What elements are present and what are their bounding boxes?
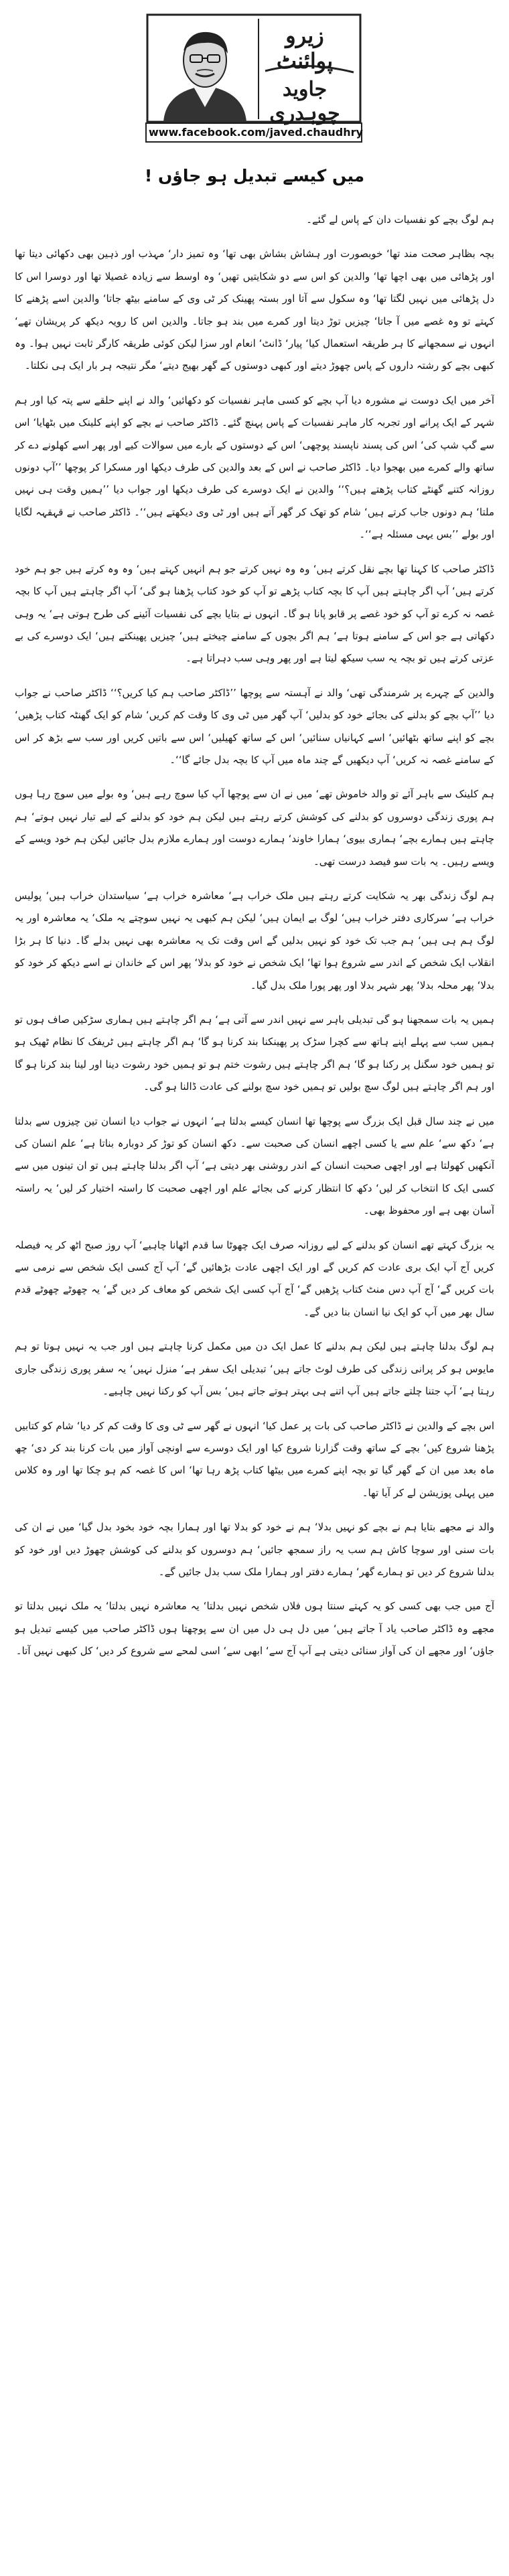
article-text (15, 209, 494, 1663)
article-paragraph: والدین کے چہرے پر شرمندگی تھی‘ والد نے آہستہ سے پوچھا ’’ڈاکٹر صاحب ہم کیا کریں؟‘‘ ڈاکٹر صاحب نے جواب دیا ’’آپ بچے کو بدلنے کی بجائے خود کو بدلیں‘ آپ گھر میں ٹی وی کا وقت کم کریں‘ شام کو ایک گھنٹہ کتاب پڑھیں‘ بچے کو اپنے ساتھ بٹھائیں‘ اسے کہانیاں سنائیں‘ اس کے ساتھ کھیلیں‘ اس سے باتیں کریں اور سب سے بڑھ کر اس کے سامنے غصہ نہ کریں‘ آپ دیکھیں گے چند ماہ میں آپ کا بچہ بدل جائے گا‘‘۔ (15, 686, 494, 766)
author-portrait (158, 21, 252, 122)
author-name: جاوید چوہدری (269, 78, 340, 125)
article-paragraph: ہم لوگ بدلنا چاہتے ہیں لیکن ہم بدلنے کا عمل ایک دن میں مکمل کرنا چاہتے ہیں اور جب یہ نہیں ہوتا تو ہم مایوس ہو کر پرانی زندگی کی طرف لوٹ جاتے ہیں‘ تبدیلی ایک سفر ہے‘ منزل نہیں‘ یہ سفر پوری زندگی جاری رہتا ہے‘ آپ جتنا چلتے جاتے ہیں آپ اتنے ہی بہتر ہوتے جاتے ہیں‘ بس آپ کو رکنا نہیں چاہیے۔ (15, 1340, 494, 1398)
column-masthead (145, 12, 363, 155)
column-name: زیرو پوائنٹ (276, 23, 334, 74)
article-paragraph: ڈاکٹر صاحب کا کہنا تھا بچے نقل کرتے ہیں‘ وہ وہ نہیں کرتے جو ہم انہیں کہتے ہیں‘ وہ وہ کرتے ہیں جو ہم خود کرتے ہیں‘ آپ اگر چاہتے ہیں آپ کا بچہ کتاب پڑھے تو آپ کو خود کتاب پڑھنا ہو گی‘ آپ اگر چاہتے ہیں آپ کا بچہ غصہ نہ کرے تو آپ کو خود غصے پر قابو پانا ہو گا۔ انہوں نے بتایا بچے کی نفسیات آئینے کی طرح ہوتی ہے‘ یہ وہی دکھاتی ہے جو اس کے سامنے ہوتا ہے‘ ہم اگر بچوں کے سامنے چیختے ہیں‘ چیزیں پھینکتے ہیں‘ ایک دوسرے کی بے عزتی کرتے ہیں تو بچہ یہ سب سیکھ لیتا ہے اور پھر وہی سب دہراتا ہے۔ (15, 562, 494, 665)
article-paragraph: یہ بزرگ کہتے تھے انسان کو بدلنے کے لیے روزانہ صرف ایک چھوٹا سا قدم اٹھانا چاہیے‘ آپ روز صبح اٹھ کر یہ فیصلہ کریں آج آپ ایک بری عادت کم کریں گے اور ایک اچھی عادت بڑھائیں گے‘ آپ آج کسی ایک شخص سے نرمی سے بات کریں گے‘ آج آپ دس منٹ کتاب پڑھیں گے‘ آج آپ کسی ایک شخص کو معاف کر دیں گے‘ یہ چھوٹے چھوٹے قدم سال بھر میں آپ کو ایک نیا انسان بنا دیں گے۔ (15, 1238, 494, 1318)
article-paragraph: آخر میں ایک دوست نے مشورہ دیا آپ بچے کو کسی ماہر نفسیات کو دکھائیں‘ والد نے اپنے حلقے سے پتہ کیا اور ہم شہر کے ایک پرانے اور تجربہ کار ماہر نفسیات کے پاس پہنچ گئے۔ ڈاکٹر صاحب نے بچے کو اپنے کلینک میں بٹھایا‘ اس سے گپ شپ کی‘ اس کی پسند ناپسند پوچھی‘ اس کے دوستوں کے بارے میں سوالات کیے اور پھر اسے کھلونے دے کر ساتھ والے کمرے میں بھجوا دیا۔ ڈاکٹر صاحب نے اس کے بعد والدین کی طرف دیکھا اور مسکرا کر پوچھا ’’آپ دونوں روزانہ کتنے گھنٹے کتاب پڑھتے ہیں؟‘‘ والدین نے ایک دوسرے کی طرف دیکھا اور جواب دیا ’’ہمیں وقت ہی نہیں ملتا‘ ہم دونوں جاب کرتے ہیں‘ شام کو تھک کر گھر آتے ہیں اور ٹی وی دیکھتے ہیں‘‘۔ ڈاکٹر صاحب نے قہقہہ لگایا اور بولے ’’بس یہی مسئلہ ہے‘‘۔ (15, 394, 494, 541)
facebook-link[interactable]: www.facebook.com/javed.chaudhry (149, 126, 363, 139)
article-headline: میں کیسے تبدیل ہو جاؤں ! (144, 166, 365, 185)
article-paragraph: بچہ بظاہر صحت مند تھا‘ خوبصورت اور ہشاش بشاش بھی تھا‘ وہ تمیز دار‘ مہذب اور ذہین بھی دکھائی دیتا تھا اور پڑھائی میں بھی اچھا تھا‘ والدین کو اس سے دو شکایتیں تھیں‘ وہ اوسط سے زیادہ غصیلا تھا اور دوسرا اس کا دل پڑھائی میں نہیں لگتا تھا‘ وہ سکول سے آتا اور بستہ پھینک کر ٹی وی کے سامنے بیٹھ جاتا‘ والدین اسے پڑھنے کا کہتے تو وہ غصے میں آ جاتا‘ چیزیں توڑ دیتا اور کمرے میں بند ہو جاتا۔ والدین اس کا رویہ دیکھ کر پریشان تھے‘ انہوں نے سمجھانے کا ہر طریقہ استعمال کیا‘ پیار‘ ڈانٹ‘ انعام اور سزا لیکن کوئی طریقہ کارگر ثابت نہیں ہوا۔ وہ کبھی بچے کو رشتہ داروں کے پاس چھوڑ دیتے اور کبھی دوستوں کے گھر بھیج دیتے‘ مگر نتیجہ ہر بار ایک ہی نکلتا۔ (15, 248, 494, 372)
article-body (15, 209, 494, 2565)
article-paragraph: ہمیں یہ بات سمجھنا ہو گی تبدیلی باہر سے نہیں اندر سے آتی ہے‘ ہم اگر چاہتے ہیں ہماری سڑکیں صاف ہوں تو ہمیں سب سے پہلے اپنے ہاتھ سے کچرا سڑک پر پھینکنا بند کرنا ہو گا‘ ہم اگر چاہتے ہیں ٹریفک کا نظام ٹھیک ہو تو ہمیں خود سگنل پر رکنا ہو گا‘ ہم اگر چاہتے ہیں رشوت ختم ہو تو ہمیں خود رشوت دینا اور لینا بند کرنا ہو گا اور ہم اگر چاہتے ہیں لوگ سچ بولیں تو ہمیں خود سچ بولنے کی عادت ڈالنا ہو گی۔ (15, 1014, 494, 1093)
article-paragraph: آج میں جب بھی کسی کو یہ کہتے سنتا ہوں فلاں شخص نہیں بدلتا‘ یہ معاشرہ نہیں بدلتا‘ یہ ملک نہیں بدلتا تو مجھے وہ ڈاکٹر صاحب یاد آ جاتے ہیں‘ میں دل ہی دل میں ان سے پوچھتا ہوں ڈاکٹر صاحب میں کیسے تبدیل ہو جاؤں‘ اور مجھے ان کی آواز سنائی دیتی ہے آپ آج سے‘ ابھی سے‘ اسی لمحے سے شروع کر دیں‘ کل کبھی نہیں آتا۔ (15, 1600, 494, 1658)
article-paragraph: ہم کلینک سے باہر آئے تو والد خاموش تھے‘ میں نے ان سے پوچھا آپ کیا سوچ رہے ہیں‘ وہ بولے میں سوچ رہا ہوں ہم پوری زندگی دوسروں کو بدلنے کی کوشش کرتے رہتے ہیں لیکن ہم خود کو بدلنے کے لیے تیار نہیں ہوتے‘ ہم چاہتے ہیں ہمارے بچے‘ ہماری بیوی‘ ہمارا خاوند‘ ہمارے دوست اور ہمارے ملازم بدل جائیں لیکن ہم خود ویسے کے ویسے رہیں۔ یہ بات سو فیصد درست تھی۔ (15, 788, 494, 868)
article-paragraph: اس بچے کے والدین نے ڈاکٹر صاحب کی بات پر عمل کیا‘ انہوں نے گھر سے ٹی وی کا وقت کم کر دیا‘ شام کو کتابیں پڑھنا شروع کیں‘ بچے کے ساتھ وقت گزارنا شروع کیا اور ایک دوسرے سے اونچی آواز میں بات کرنا بند کر دی‘ چھ ماہ بعد میں ان کے گھر گیا تو بچہ اپنے کمرے میں بیٹھا کتاب پڑھ رہا تھا‘ اس کا غصہ کم ہو چکا تھا اور وہ کلاس میں پہلی پوزیشن لے کر آیا تھا۔ (15, 1419, 494, 1499)
article-paragraph: ہم لوگ بچے کو نفسیات دان کے پاس لے گئے۔ (306, 214, 494, 226)
article-paragraph: میں نے چند سال قبل ایک بزرگ سے پوچھا تھا انسان کیسے بدلتا ہے‘ انہوں نے جواب دیا انسان تین چیزوں سے بدلتا ہے‘ دکھ سے‘ علم سے یا کسی اچھے انسان کی صحبت سے۔ دکھ انسان کو توڑ کر دوبارہ بناتا ہے‘ علم انسان کی آنکھیں کھولتا ہے اور اچھی صحبت انسان کے اندر روشنی بھر دیتی ہے‘ آپ اگر بدلنا چاہتے ہیں تو ان تینوں میں سے کسی ایک کا انتخاب کر لیں‘ دکھ کا انتظار کرنے کی بجائے علم اور اچھی صحبت کا راستہ اختیار کر لیں‘ یہ راستہ آسان بھی ہے اور محفوظ بھی۔ (15, 1115, 494, 1217)
article-paragraph: ہم لوگ زندگی بھر یہ شکایت کرتے رہتے ہیں ملک خراب ہے‘ معاشرہ خراب ہے‘ سیاستدان خراب ہیں‘ پولیس خراب ہے‘ سرکاری دفتر خراب ہیں‘ لوگ بے ایمان ہیں‘ لیکن ہم کبھی یہ نہیں سوچتے یہ ملک‘ یہ معاشرہ اور یہ لوگ ہم ہی ہیں‘ ہم جب تک خود کو نہیں بدلیں گے اس وقت تک یہ معاشرہ بھی نہیں بدلے گا۔ دنیا کا ہر بڑا انقلاب ایک شخص کے اندر سے شروع ہوا تھا‘ ایک شخص نے خود کو بدلا‘ پھر اس کے خاندان نے اسے دیکھ کر خود کو بدلا‘ پھر محلہ بدلا‘ پھر شہر بدلا اور پھر پورا ملک بدل گیا۔ (15, 889, 494, 991)
article-paragraph: والد نے مجھے بتایا ہم نے بچے کو نہیں بدلا‘ ہم نے خود کو بدلا تھا اور ہمارا بچہ خود بخود بدل گیا‘ میں نے ان کی بات سنی اور سوچا کاش ہم سب یہ راز سمجھ جائیں‘ ہم دوسروں کو بدلنے کی کوشش چھوڑ دیں اور خود کو بدلنا شروع کر دیں تو ہمارے گھر‘ ہمارے دفتر اور ہمارا ملک سب بدل جائیں گے۔ (15, 1521, 494, 1578)
